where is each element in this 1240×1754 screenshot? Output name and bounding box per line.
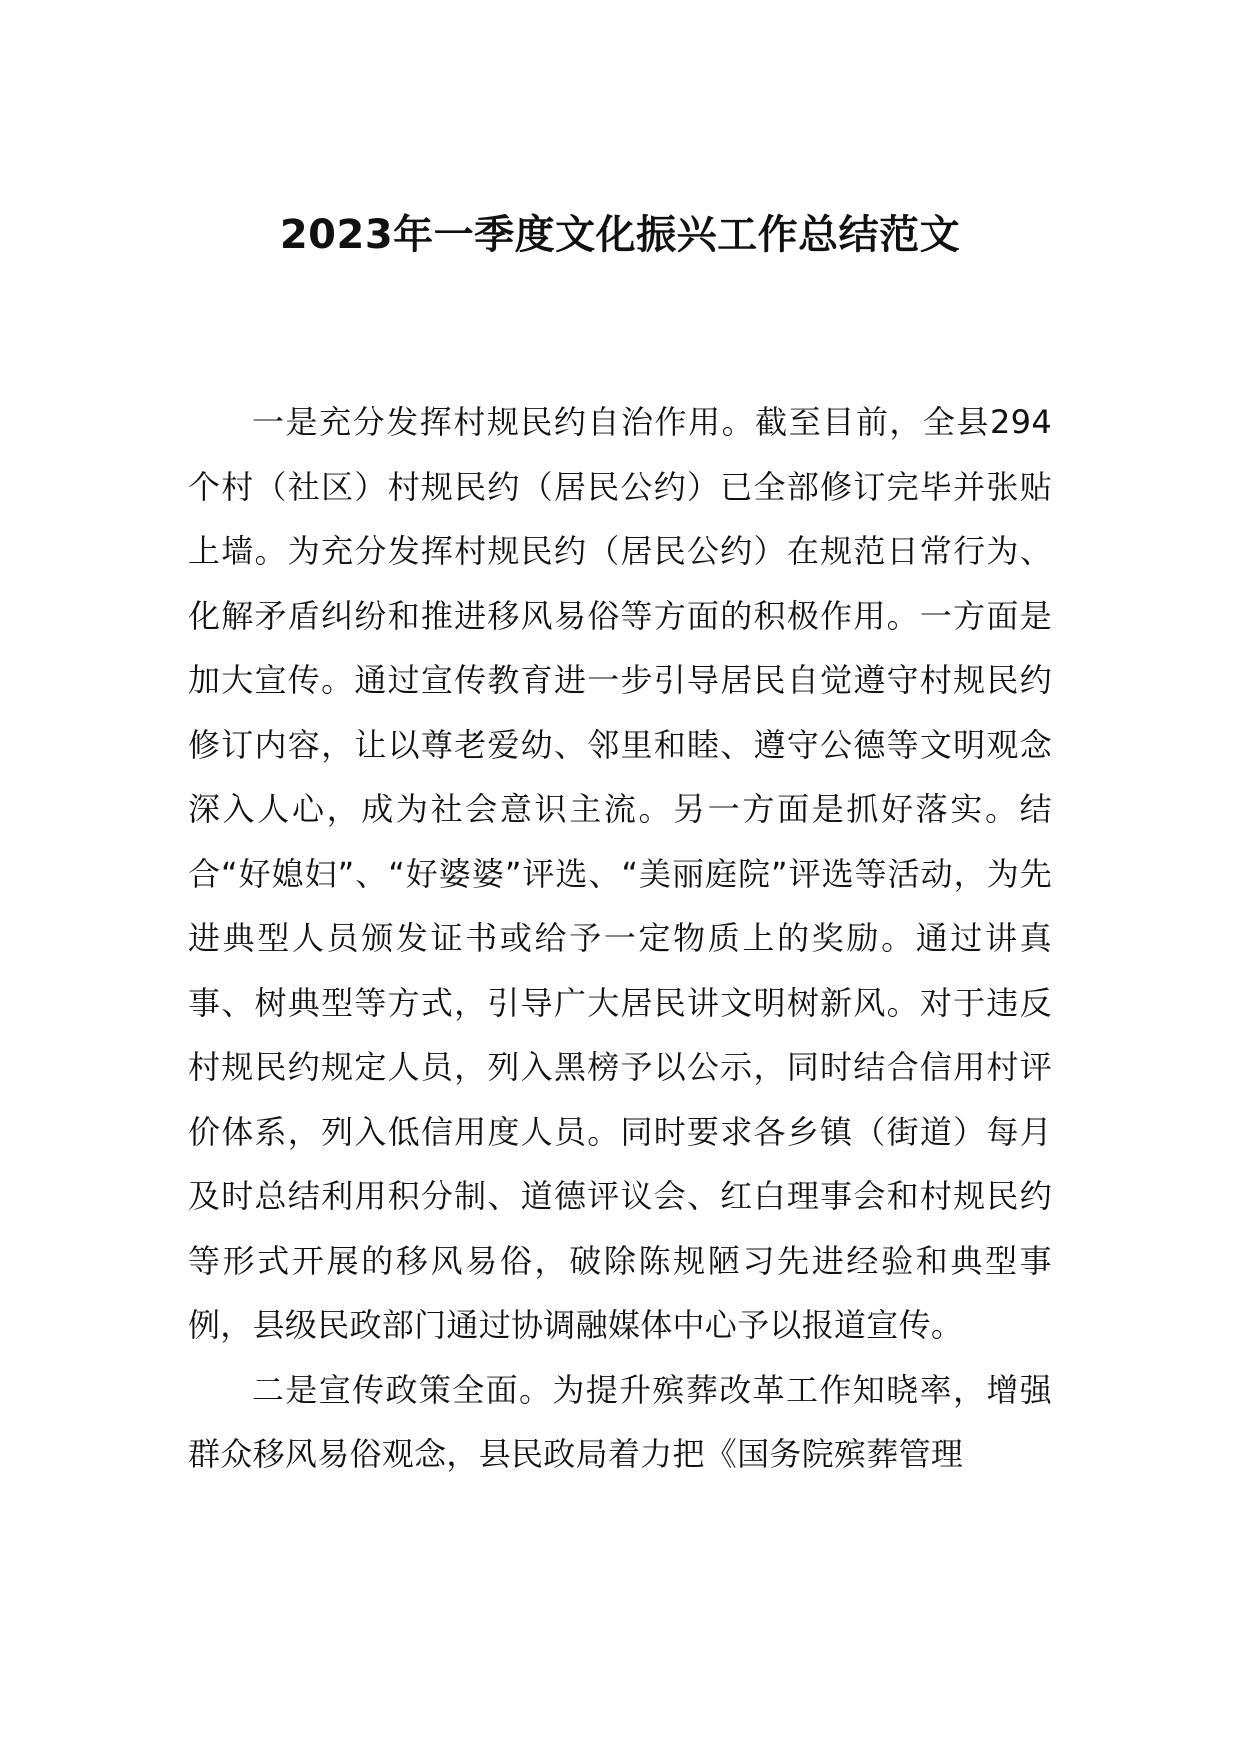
paragraph-1: 一是充分发挥村规民约自治作用。截至目前，全县294个村（社区）村规民约（居民公约）已全部修订完毕并张贴上墙。为充分发挥村规民约（居民公约）在规范日常行为、化解矛盾纠纷和推进移风易俗等方面的积极作用。一方面是加大宣传。通过宣传教育进一步引导居民自觉遵守村规民约修订内容，让以尊老爱幼、邻里和睦、遵守公德等文明观念深入人心，成为社会意识主流。另一方面是抓好落实。结合“好媳妇”、“好婆婆”评选、“美丽庭院”评选等活动，为先进典型人员颁发证书或给予一定物质上的奖励。通过讲真事、树典型等方式，引导广大居民讲文明树新风。对于违反村规民约规定人员，列入黑榜予以公示，同时结合信用村评价体系，列入低信用度人员。同时要求各乡镇（街道）每月及时总结利用积分制、道德评议会、红白理事会和村规民约等形式开展的移风易俗，破除陈规陋习先进经验和典型事例，县级民政部门通过协调融媒体中心予以报道宣传。 <box>188 403 1052 1344</box>
document-body <box>188 390 1052 1487</box>
document-title: 2023年一季度文化振兴工作总结范文 <box>279 212 961 258</box>
paragraph-2: 二是宣传政策全面。为提升殡葬改革工作知晓率，增强群众移风易俗观念，县民政局着力把《国务院殡葬管理 <box>188 1370 1052 1473</box>
